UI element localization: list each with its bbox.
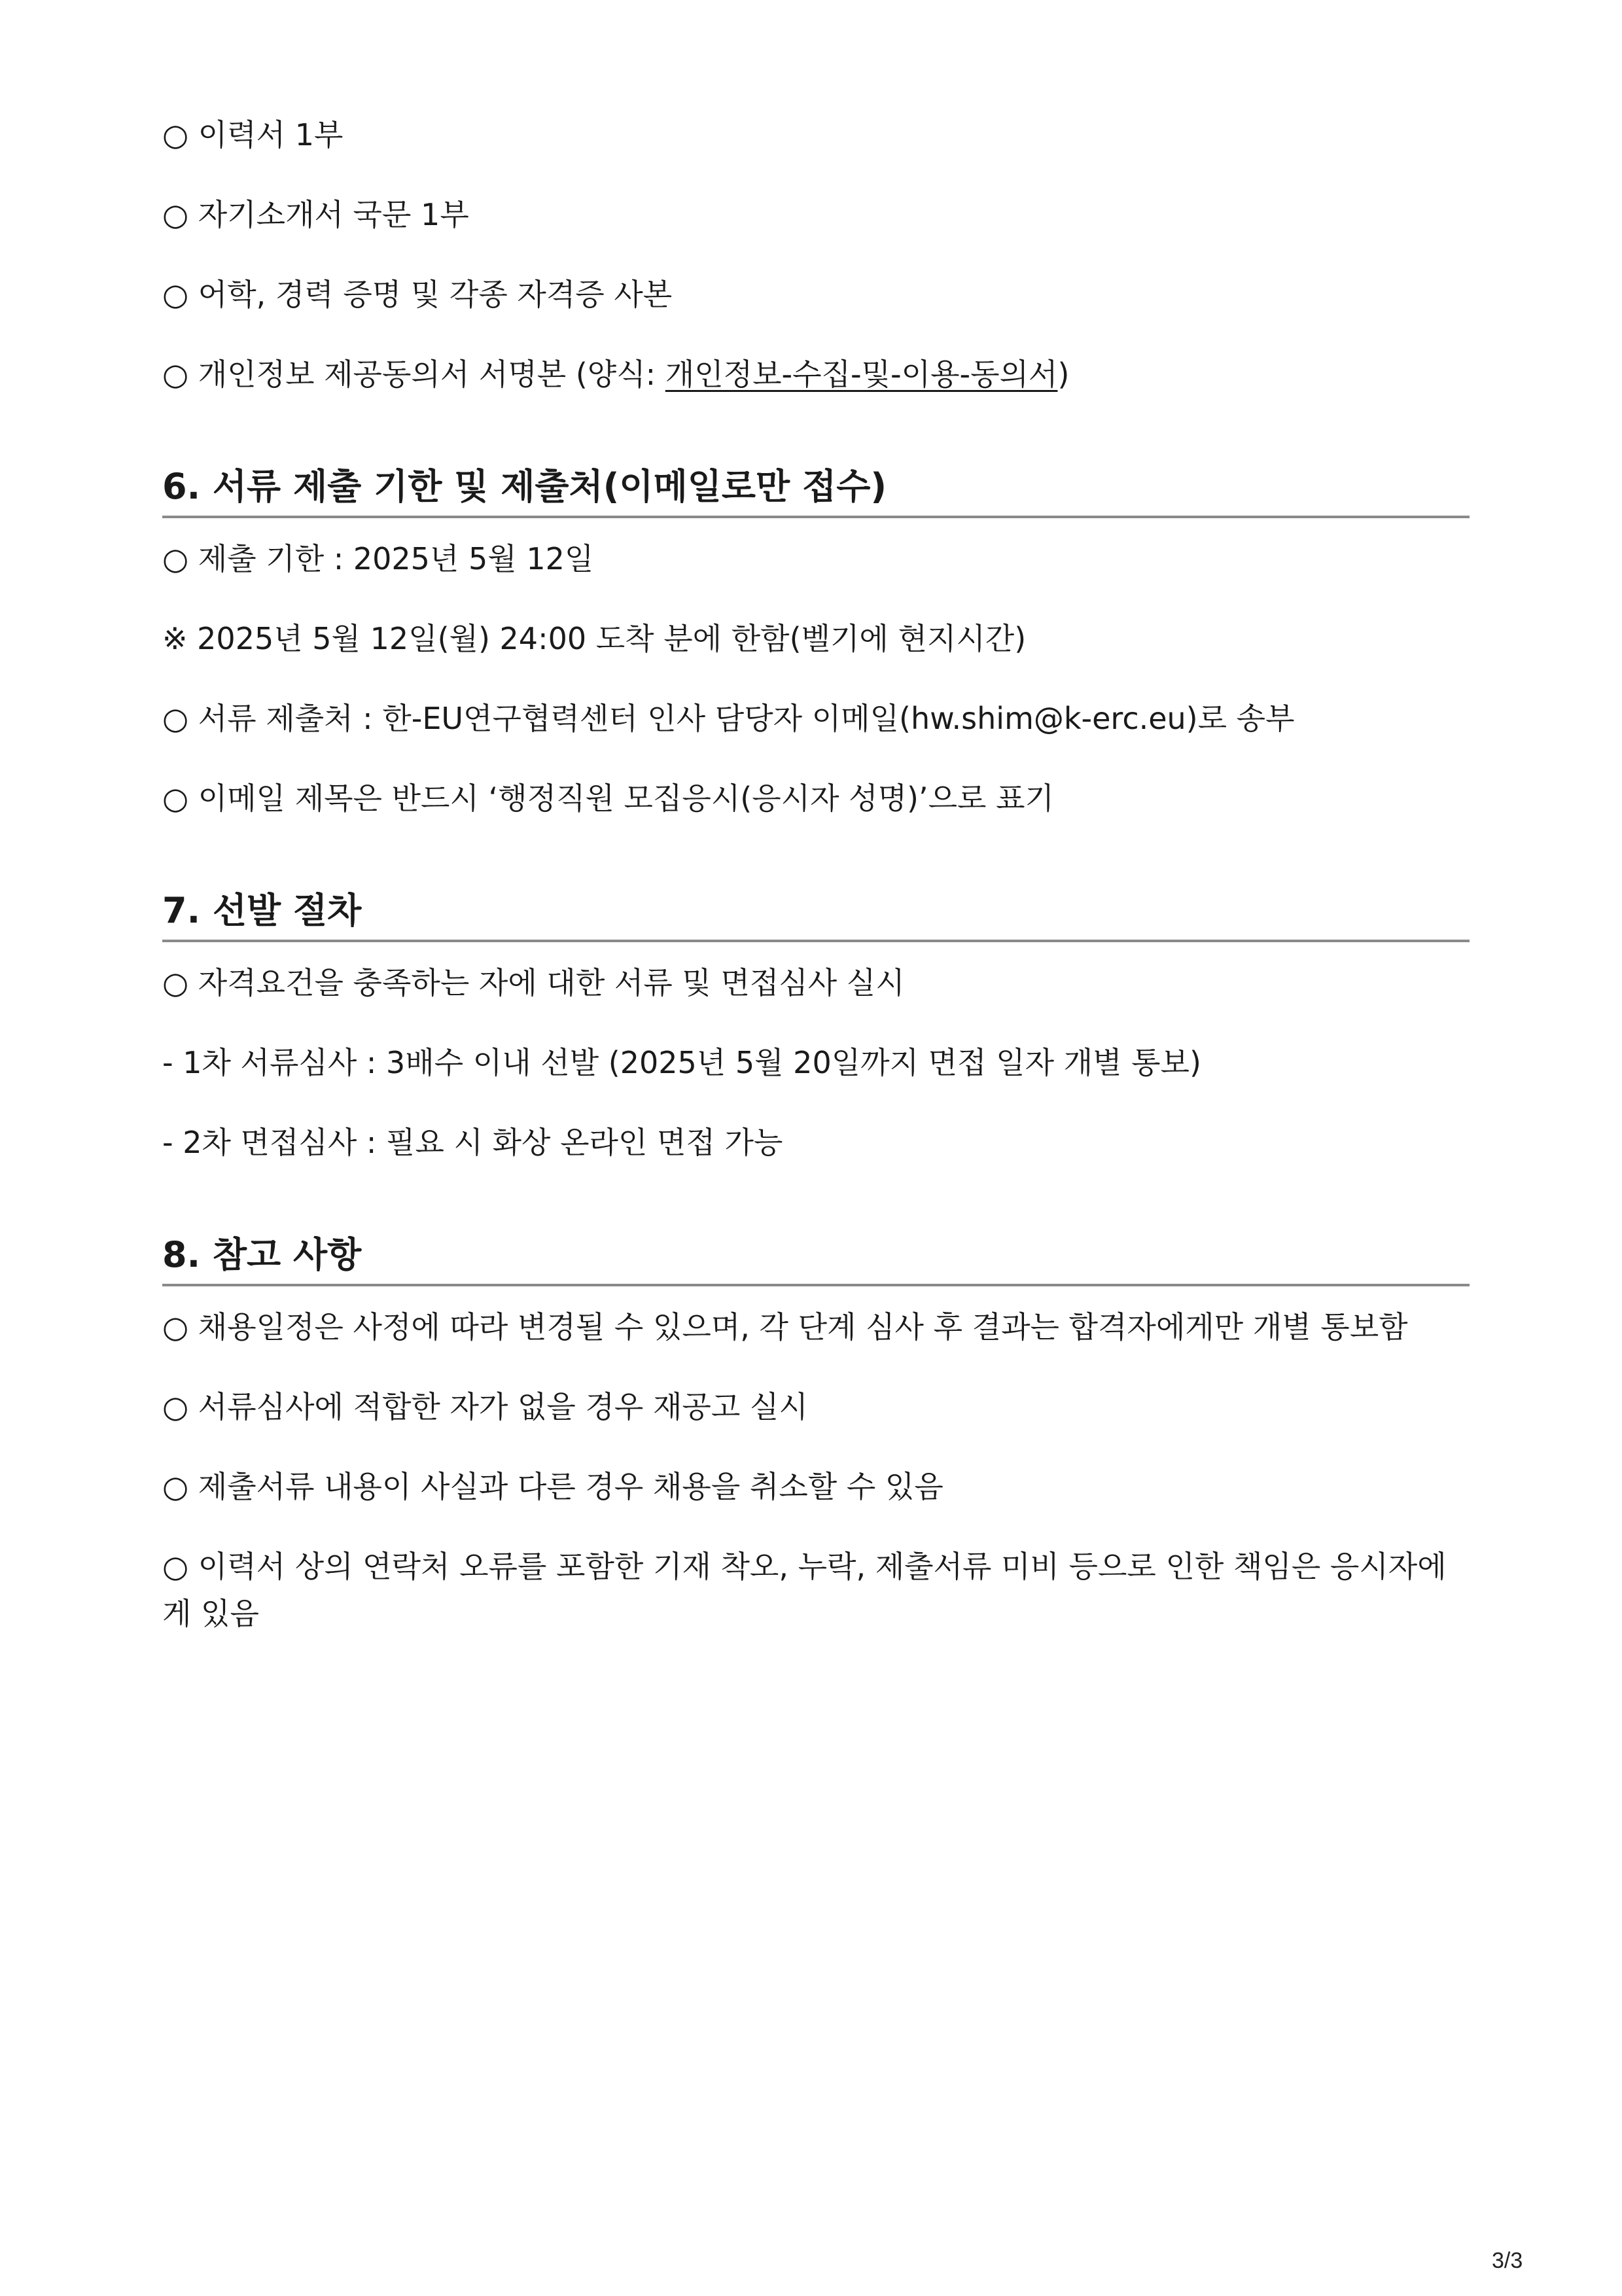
list-item: ○ 어학, 경력 증명 및 각종 자격증 사본 bbox=[162, 277, 673, 312]
section-heading: 6. 서류 제출 기한 및 제출처(이메일로만 접수) bbox=[162, 462, 1470, 518]
section-submission bbox=[162, 462, 1470, 822]
page-number: 3/3 bbox=[1492, 2248, 1523, 2273]
consent-form-link[interactable]: 개인정보-수집-및-이용-동의서 bbox=[665, 357, 1058, 392]
list-item: ○ 이력서 1부 bbox=[162, 117, 344, 152]
section-selection-process bbox=[162, 886, 1470, 1166]
list-item: ○ 서류심사에 적합한 자가 없을 경우 재공고 실시 bbox=[162, 1389, 808, 1424]
list-item: ○ 서류 제출처 : 한-EU연구협력센터 인사 담당자 이메일(hw.shim@k-erc.eu)로 송부 bbox=[162, 701, 1295, 736]
list-item: ○ 제출 기한 : 2025년 5월 12일 bbox=[162, 541, 594, 576]
required-documents-list bbox=[162, 111, 1470, 398]
list-item: ○ 이메일 제목은 반드시 ‘행정직원 모집응시(응시자 성명)’으로 표기 bbox=[162, 781, 1054, 816]
list-item: ○ 제출서류 내용이 사실과 다른 경우 채용을 취소할 수 있음 bbox=[162, 1469, 943, 1504]
list-item: ※ 2025년 5월 12일(월) 24:00 도착 분에 한함(벨기에 현지시간) bbox=[162, 621, 1027, 656]
document-page bbox=[162, 111, 1470, 1670]
section-heading: 7. 선발 절차 bbox=[162, 886, 1470, 942]
list-item: ○ 이력서 상의 연락처 오류를 포함한 기재 착오, 누락, 제출서류 미비 등으로 인한 책임은 응시자에게 있음 bbox=[162, 1549, 1447, 1631]
list-item: ○ 자격요건을 충족하는 자에 대한 서류 및 면접심사 실시 bbox=[162, 965, 905, 1000]
consent-item-suffix: ) bbox=[1057, 357, 1070, 392]
section-heading: 8. 참고 사항 bbox=[162, 1230, 1470, 1286]
list-item: ○ 자기소개서 국문 1부 bbox=[162, 197, 469, 232]
list-item: - 2차 면접심사 : 필요 시 화상 온라인 면접 가능 bbox=[162, 1125, 783, 1160]
list-item: ○ 채용일정은 사정에 따라 변경될 수 있으며, 각 단계 심사 후 결과는 합격자에게만 개별 통보함 bbox=[162, 1309, 1408, 1345]
consent-item-prefix: ○ 개인정보 제공동의서 서명본 (양식: bbox=[162, 357, 665, 392]
section-notes bbox=[162, 1230, 1470, 1637]
consent-form-item bbox=[162, 351, 1470, 398]
list-item: - 1차 서류심사 : 3배수 이내 선발 (2025년 5월 20일까지 면접 일자 개별 통보) bbox=[162, 1045, 1201, 1080]
